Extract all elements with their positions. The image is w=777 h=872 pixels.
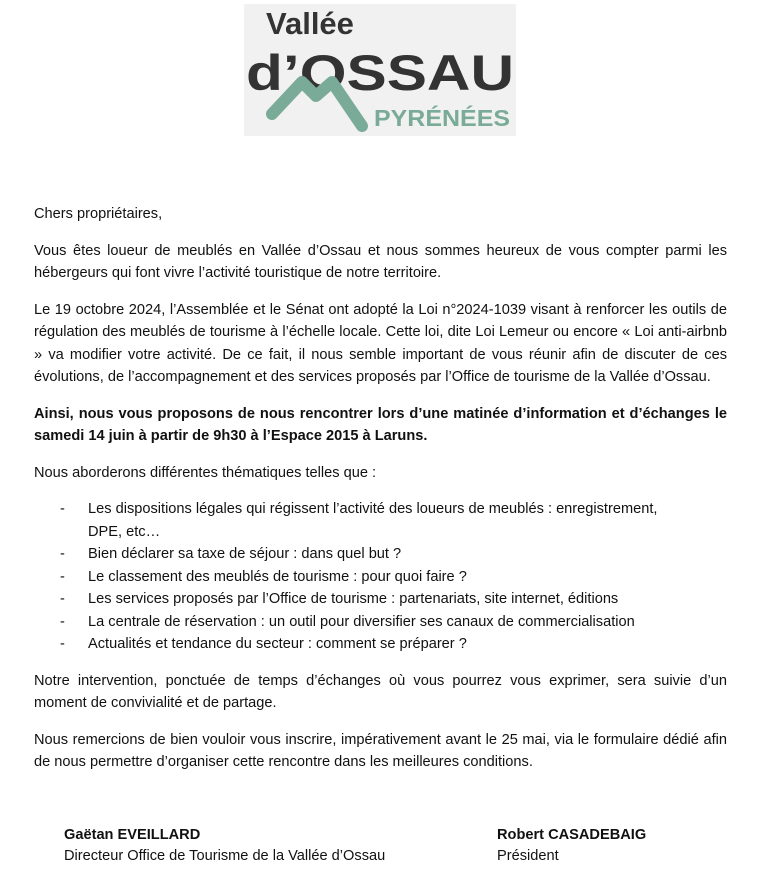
- list-item: [34, 633, 727, 656]
- bullet-dash: -: [60, 501, 65, 517]
- signature-right: [497, 825, 646, 867]
- logo-line2: d’OSSAU: [246, 45, 514, 101]
- topic-text: Actualités et tendance du secteur : comment se préparer ?: [88, 636, 467, 652]
- mountain-logo-icon: [244, 4, 516, 136]
- invitation-paragraph: Ainsi, nous vous proposons de nous rencontrer lors d’une matinée d’information et d’échanges le samedi 14 juin à partir de 9h30 à l’Espace 2015 à Laruns.: [34, 405, 727, 444]
- intro-paragraph: Vous êtes loueur de meublés en Vallée d’Ossau et nous sommes heureux de vous compter parmi les hébergeurs qui font vivre l’activité touristique de notre territoire.: [34, 242, 727, 281]
- topic-text: Bien déclarer sa taxe de séjour : dans quel but ?: [88, 546, 402, 562]
- signature-left: [64, 825, 385, 867]
- bullet-dash: -: [60, 568, 65, 585]
- signatory-role: Directeur Office de Tourisme de la Vallée d’Ossau: [64, 848, 386, 864]
- list-item: [34, 566, 727, 589]
- list-item: [34, 543, 727, 566]
- letter-body: [34, 203, 727, 788]
- signatory-role: Président: [497, 848, 559, 864]
- topic-text: Le classement des meublés de tourisme : pour quoi faire ?: [88, 568, 467, 585]
- list-item: [34, 611, 727, 634]
- salutation: Chers propriétaires,: [34, 206, 163, 222]
- bullet-dash: -: [60, 546, 65, 562]
- list-item: [34, 588, 727, 611]
- logo-line3: PYRÉNÉES: [374, 105, 500, 131]
- law-paragraph: Le 19 octobre 2024, l’Assemblée et le Sénat ont adopté la Loi n°2024-1039 visant à renforcer les outils de régulation des meublés de tourisme à l’échelle locale. Cette loi, dite Loi Lemeur ou encore « Loi anti-airbnb » va modifier votre activité. De ce fait, il nous semble important de vous réunir afin de discuter de ces évolutions, de l’accompagnement et des services proposés par l’Office de tourisme de la Vallée d’Ossau.: [34, 301, 727, 385]
- topic-text: Les dispositions légales qui régissent l’activité des loueurs de meublés : enregistrement, DPE, etc…: [88, 501, 658, 540]
- topic-text: Les services proposés par l’Office de tourisme : partenariats, site internet, éditions: [88, 591, 619, 607]
- bullet-dash: -: [60, 636, 65, 652]
- signatory-name: Gaëtan EVEILLARD: [64, 827, 201, 843]
- logo-line1: Vallée: [266, 6, 354, 41]
- intervention-paragraph: Notre intervention, ponctuée de temps d’échanges où vous pourrez vous exprimer, sera suivie d’un moment de convivialité et de partage.: [34, 672, 727, 711]
- bullet-dash: -: [60, 613, 65, 630]
- vallee-ossau-logo: [244, 4, 516, 136]
- topic-text: La centrale de réservation : un outil pour diversifier ses canaux de commercialisation: [88, 613, 635, 630]
- signatory-name: Robert CASADEBAIG: [497, 827, 647, 843]
- bullet-dash: -: [60, 591, 65, 607]
- registration-paragraph: Nous remercions de bien vouloir vous inscrire, impérativement avant le 25 mai, via le formulaire dédié afin de nous permettre d’organiser cette rencontre dans les meilleures conditions.: [34, 731, 727, 770]
- topics-list: [34, 498, 727, 656]
- topics-intro: Nous aborderons différentes thématiques telles que :: [34, 464, 377, 481]
- list-item: [34, 498, 727, 543]
